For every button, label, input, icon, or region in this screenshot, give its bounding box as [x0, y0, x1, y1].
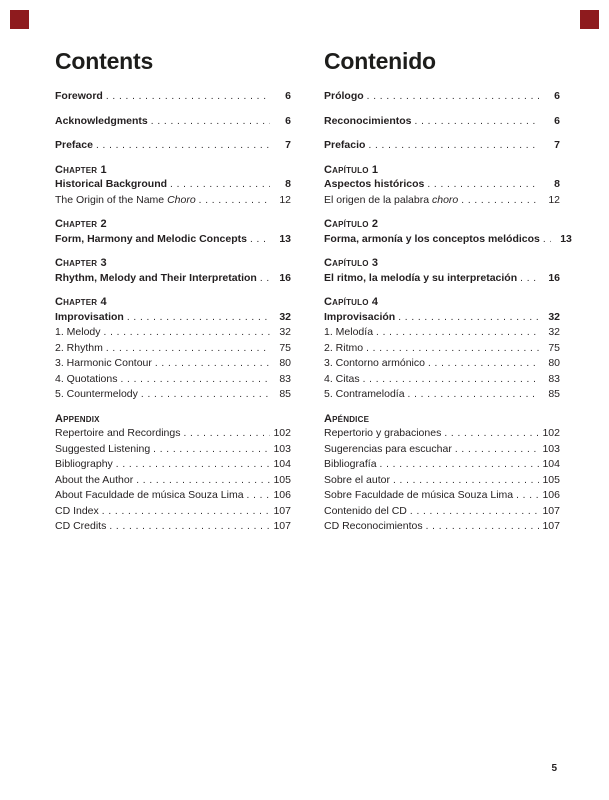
dot-leader [151, 114, 270, 130]
toc-entry-label: 2. Ritmo [324, 341, 364, 354]
dot-leader [455, 442, 539, 458]
dot-leader [398, 310, 539, 326]
chapter-kicker: Capítulo 4 [324, 296, 379, 308]
toc-entry-page: 102 [542, 427, 560, 439]
dot-leader [127, 310, 270, 326]
dot-leader [408, 387, 539, 403]
toc-entry-label: Prefacio [324, 139, 366, 151]
dot-leader [444, 426, 539, 442]
toc-column-spanish [324, 48, 572, 535]
toc-entry-label: About the Author [55, 473, 134, 486]
toc-entry-label: 5. Countermelody [55, 388, 138, 400]
toc-entry-page: 106 [273, 489, 291, 501]
toc-entry-page: 104 [542, 458, 560, 470]
toc-entry [55, 387, 291, 403]
toc-entry [55, 114, 291, 130]
toc-entry-label: CD Credits [55, 520, 107, 532]
toc-entry-label: Repertorio y grabaciones [324, 427, 442, 439]
dot-leader [393, 473, 539, 489]
toc-entry-page: 12 [548, 193, 560, 206]
dot-leader [427, 177, 539, 193]
toc-entry-label-italic: Choro [167, 193, 196, 206]
toc-entry [55, 356, 291, 372]
toc-entry-page: 75 [548, 341, 560, 354]
chapter-kicker: Capítulo 3 [324, 257, 379, 269]
toc-entry-label: Forma, armonía y los conceptos melódicos [324, 232, 540, 245]
toc-entry-label: 1. Melody [55, 326, 101, 338]
toc-entry [55, 457, 291, 473]
dot-leader [136, 473, 270, 489]
dot-leader [543, 232, 551, 248]
section-heading: Apéndice [324, 412, 370, 425]
toc-entry-page: 32 [548, 310, 560, 323]
toc-entry-label: Improvisación [324, 310, 396, 323]
toc-entry [324, 310, 560, 326]
toc-entry-label: Form, Harmony and Melodic Concepts [55, 232, 247, 245]
toc-entry-label: 1. Melodía [324, 326, 374, 338]
toc-entry-page: 6 [554, 90, 560, 102]
dot-leader [109, 519, 270, 535]
corner-mark-right [580, 10, 599, 29]
dot-leader [380, 457, 539, 473]
toc-entry [55, 442, 291, 458]
dot-leader [141, 387, 270, 403]
dot-leader [410, 504, 539, 520]
toc-entry-label: Acknowledgments [55, 114, 148, 127]
dot-leader [415, 114, 539, 130]
toc-entry-page: 13 [279, 232, 291, 245]
corner-mark-left [10, 10, 29, 29]
toc-entry-label: 2. Rhythm [55, 341, 103, 354]
dot-leader [250, 232, 270, 248]
toc-entry-label: El origen de la palabra choro [324, 193, 459, 206]
dot-leader [366, 341, 539, 357]
toc-entry-label: The Origin of the Name Choro [55, 193, 196, 206]
chapter-kicker: Chapter 1 [55, 163, 107, 176]
dot-leader [428, 356, 539, 372]
toc-title-spanish: Contenido [324, 48, 436, 74]
toc-column-english [55, 48, 291, 535]
toc-entry-page: 7 [554, 139, 560, 151]
dot-leader [96, 138, 270, 154]
toc-entry [324, 457, 560, 473]
toc-entry [324, 426, 560, 442]
toc-entry-page: 80 [279, 357, 291, 369]
toc-entry-page: 106 [542, 489, 560, 501]
toc-entry-label: Foreword [55, 90, 103, 102]
dot-leader [426, 519, 539, 535]
toc-entry-label: CD Index [55, 504, 99, 517]
toc-entry-label: Suggested Listening [55, 442, 151, 455]
dot-leader [170, 177, 270, 193]
toc-entry [324, 488, 560, 504]
toc-entry-label: Reconocimientos [324, 114, 412, 127]
toc-entry-label: Historical Background [55, 178, 168, 190]
toc-entry-page: 85 [279, 388, 291, 400]
toc-entry [55, 177, 291, 193]
toc-entry [324, 138, 560, 154]
toc-entry-page: 8 [285, 178, 291, 190]
dot-leader [155, 356, 270, 372]
toc-entry [55, 519, 291, 535]
dot-leader [363, 372, 539, 388]
toc-entry-page: 102 [273, 427, 291, 439]
toc-entry-page: 103 [273, 442, 291, 455]
dot-leader [367, 89, 539, 105]
toc-entry-label-italic: choro [432, 193, 459, 206]
toc-entry-page: 16 [279, 271, 291, 284]
toc-entry-page: 6 [554, 114, 560, 127]
toc-entry-label: Improvisation [55, 310, 124, 323]
toc-entry [55, 232, 291, 248]
toc-entry-page: 32 [279, 326, 291, 338]
toc-entry [55, 193, 291, 209]
toc-entry [55, 325, 291, 341]
dot-leader [199, 193, 270, 209]
toc-entry [55, 341, 291, 357]
toc-entry-page: 107 [273, 520, 291, 532]
toc-entry [324, 271, 560, 287]
toc-entry-label: 5. Contramelodía [324, 388, 405, 400]
toc-entry-label: Sobre Faculdade de música Souza Lima [324, 489, 514, 501]
toc-entry [324, 356, 560, 372]
toc-entry-page: 85 [548, 388, 560, 400]
toc-entry [324, 177, 560, 193]
toc-entry-label: Repertoire and Recordings [55, 427, 181, 439]
toc-entry [55, 426, 291, 442]
toc-entry-label: About Faculdade de música Souza Lima [55, 489, 244, 501]
toc-list-spanish [324, 89, 572, 535]
toc-entry-label: Sugerencias para escuchar [324, 442, 452, 455]
toc-entry [324, 442, 560, 458]
dot-leader [116, 457, 270, 473]
toc-entry-label: El ritmo, la melodía y su interpretación [324, 271, 518, 284]
toc-entry-label: Bibliography [55, 458, 113, 470]
section-heading: Appendix [55, 412, 100, 425]
dot-leader [102, 504, 270, 520]
toc-entry-label: Contenido del CD [324, 504, 407, 517]
toc-entry [324, 341, 560, 357]
toc-entry [55, 488, 291, 504]
chapter-kicker: Capítulo 1 [324, 163, 379, 176]
toc-entry [324, 504, 560, 520]
toc-entry [324, 519, 560, 535]
toc-entry [55, 372, 291, 388]
toc-entry-page: 107 [542, 504, 560, 517]
toc-entry-page: 16 [548, 271, 560, 284]
toc-entry [55, 504, 291, 520]
toc-entry-label: Aspectos históricos [324, 178, 425, 190]
toc-entry [324, 387, 560, 403]
toc-entry-label: Prólogo [324, 90, 364, 102]
dot-leader [120, 372, 270, 388]
toc-entry-label: 4. Citas [324, 372, 360, 385]
toc-entry-page: 6 [285, 90, 291, 102]
dot-leader [153, 442, 270, 458]
toc-entry-label: Bibliografía [324, 458, 377, 470]
page-number: 5 [551, 763, 557, 774]
dot-leader [260, 271, 270, 287]
dot-leader [368, 138, 539, 154]
toc-entry-page: 105 [273, 473, 291, 486]
toc-entry-page: 13 [560, 232, 572, 245]
toc-entry [55, 138, 291, 154]
dot-leader [106, 341, 270, 357]
toc-entry-page: 8 [554, 178, 560, 190]
toc-entry [324, 89, 560, 105]
dot-leader [520, 271, 539, 287]
toc-entry-page: 104 [273, 458, 291, 470]
toc-entry-label: CD Reconocimientos [324, 520, 423, 532]
toc-entry-page: 103 [542, 442, 560, 455]
toc-entry-page: 83 [548, 372, 560, 385]
toc-entry-page: 83 [279, 372, 291, 385]
toc-entry-page: 6 [285, 114, 291, 127]
toc-entry [55, 89, 291, 105]
toc-entry [324, 193, 560, 209]
dot-leader [516, 488, 539, 504]
dot-leader [247, 488, 270, 504]
toc-entry [324, 473, 560, 489]
chapter-kicker: Capítulo 2 [324, 218, 379, 230]
chapter-kicker: Chapter 4 [55, 296, 107, 308]
toc-entry-page: 32 [279, 310, 291, 323]
toc-entry-page: 80 [548, 357, 560, 369]
toc-entry-label: 4. Quotations [55, 372, 118, 385]
toc-entry-label: Sobre el autor [324, 473, 390, 486]
dot-leader [184, 426, 271, 442]
toc-entry [55, 310, 291, 326]
toc-entry-page: 75 [279, 341, 291, 354]
toc-entry-page: 32 [548, 326, 560, 338]
toc-entry-label: 3. Harmonic Contour [55, 357, 152, 369]
toc-entry [324, 114, 560, 130]
toc-entry [55, 473, 291, 489]
toc-entry [55, 271, 291, 287]
toc-entry-label: Preface [55, 139, 93, 151]
dot-leader [104, 325, 270, 341]
toc-entry-label: Rhythm, Melody and Their Interpretation [55, 271, 257, 284]
toc-entry-page: 7 [285, 139, 291, 151]
toc-list-english [55, 89, 291, 535]
chapter-kicker: Chapter 2 [55, 218, 107, 230]
toc-entry [324, 325, 560, 341]
toc-title-english: Contents [55, 48, 154, 74]
toc-entry-page: 107 [542, 520, 560, 532]
toc-entry [324, 232, 572, 248]
dot-leader [106, 89, 270, 105]
toc-entry [324, 372, 560, 388]
toc-entry-page: 107 [273, 504, 291, 517]
toc-entry-page: 12 [279, 193, 291, 206]
chapter-kicker: Chapter 3 [55, 257, 107, 269]
dot-leader [461, 193, 539, 209]
toc-entry-label: 3. Contorno armónico [324, 357, 425, 369]
dot-leader [376, 325, 539, 341]
toc-entry-page: 105 [542, 473, 560, 486]
